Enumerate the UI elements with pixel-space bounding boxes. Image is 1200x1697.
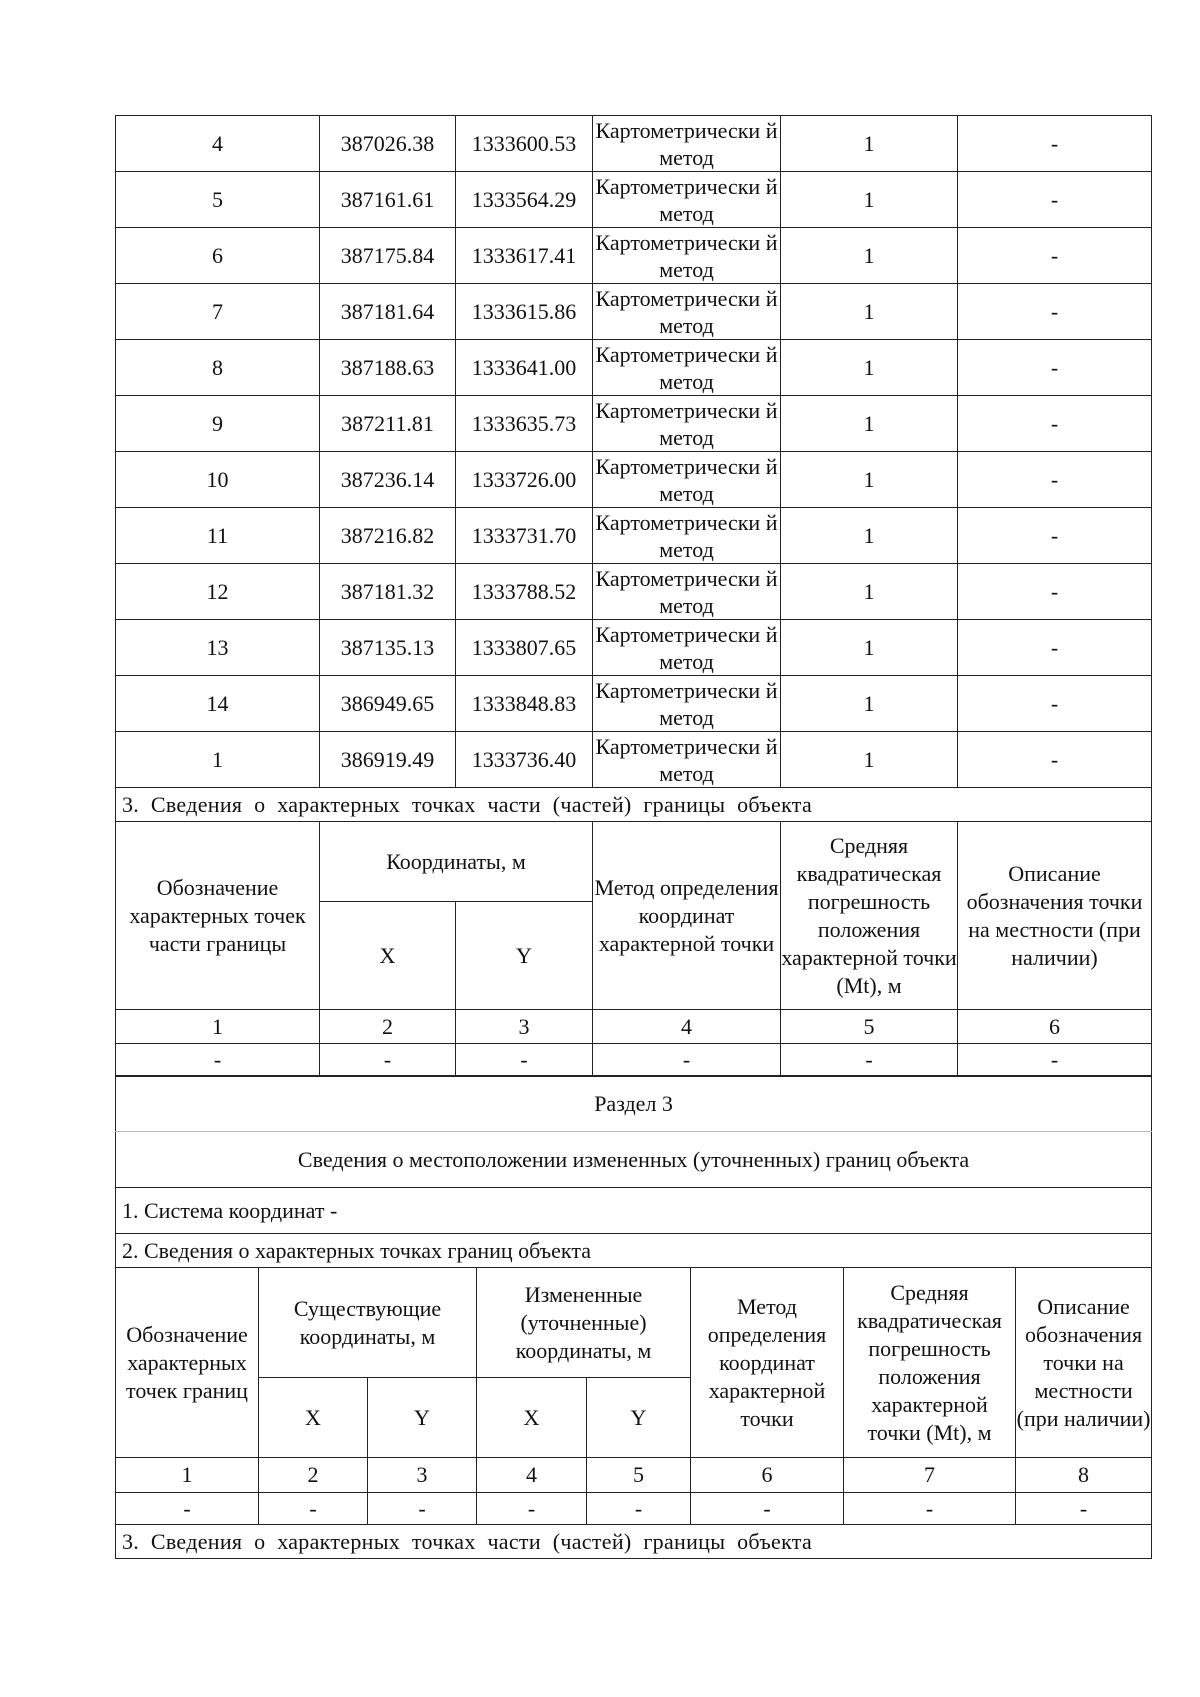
header-changed-y: Y	[587, 1378, 691, 1458]
point-cell: 10	[116, 452, 320, 508]
method-cell: Картометрически й метод	[593, 452, 781, 508]
method-cell: Картометрически й метод	[593, 564, 781, 620]
y-coord-cell: 1333564.29	[456, 172, 593, 228]
mt-cell: 1	[781, 172, 958, 228]
empty-cell: -	[477, 1493, 587, 1525]
x-coord-cell: 387236.14	[320, 452, 456, 508]
table-row	[116, 732, 1152, 788]
parts-heading: 3. Сведения о характерных точках части (частей) границы объекта	[116, 788, 1152, 822]
empty-cell: -	[116, 1493, 259, 1525]
desc-cell: -	[958, 116, 1152, 172]
x-coord-cell: 387175.84	[320, 228, 456, 284]
method-cell: Картометрически й метод	[593, 620, 781, 676]
column-numbers-row	[116, 1458, 1152, 1493]
point-cell: 6	[116, 228, 320, 284]
x-coord-cell: 387026.38	[320, 116, 456, 172]
x-coord-cell: 386949.65	[320, 676, 456, 732]
mt-cell: 1	[781, 116, 958, 172]
header-mt: Средняя квадратическая погрешность положения характерной точки (Mt), м	[781, 822, 958, 1010]
y-coord-cell: 1333615.86	[456, 284, 593, 340]
header-existing: Существующие координаты, м	[259, 1268, 477, 1378]
method-cell: Картометрически й метод	[593, 228, 781, 284]
empty-cell: -	[587, 1493, 691, 1525]
desc-cell: -	[958, 676, 1152, 732]
header-existing-y: Y	[368, 1378, 477, 1458]
coord-system: 1. Система координат -	[116, 1188, 1152, 1234]
empty-row	[116, 1493, 1152, 1525]
empty-cell: -	[320, 1044, 456, 1077]
x-coord-cell: 387216.82	[320, 508, 456, 564]
method-cell: Картометрически й метод	[593, 340, 781, 396]
mt-cell: 1	[781, 396, 958, 452]
table-row	[116, 620, 1152, 676]
column-numbers-row	[116, 1010, 1152, 1044]
desc-cell: -	[958, 228, 1152, 284]
col-number: 2	[259, 1458, 368, 1493]
y-coord-cell: 1333635.73	[456, 396, 593, 452]
point-cell: 9	[116, 396, 320, 452]
col-number: 1	[116, 1010, 320, 1044]
x-coord-cell: 387188.63	[320, 340, 456, 396]
empty-cell: -	[958, 1044, 1152, 1077]
header-existing-x: X	[259, 1378, 368, 1458]
desc-cell: -	[958, 284, 1152, 340]
x-coord-cell: 387135.13	[320, 620, 456, 676]
table-row	[116, 116, 1152, 172]
parts-heading-2: 3. Сведения о характерных точках части (частей) границы объекта	[116, 1525, 1152, 1559]
mt-cell: 1	[781, 284, 958, 340]
point-cell: 8	[116, 340, 320, 396]
desc-cell: -	[958, 396, 1152, 452]
x-coord-cell: 386919.49	[320, 732, 456, 788]
y-coord-cell: 1333641.00	[456, 340, 593, 396]
method-cell: Картометрически й метод	[593, 676, 781, 732]
col-number: 3	[456, 1010, 593, 1044]
col-number: 7	[844, 1458, 1016, 1493]
method-cell: Картометрически й метод	[593, 116, 781, 172]
point-cell: 11	[116, 508, 320, 564]
mt-cell: 1	[781, 452, 958, 508]
desc-cell: -	[958, 340, 1152, 396]
desc-cell: -	[958, 732, 1152, 788]
point-cell: 7	[116, 284, 320, 340]
mt-cell: 1	[781, 340, 958, 396]
method-cell: Картометрически й метод	[593, 508, 781, 564]
desc-cell: -	[958, 452, 1152, 508]
empty-cell: -	[781, 1044, 958, 1077]
method-cell: Картометрически й метод	[593, 732, 781, 788]
col-number: 4	[593, 1010, 781, 1044]
empty-cell: -	[116, 1044, 320, 1077]
header-method: Метод определения координат характерной точки	[691, 1268, 844, 1458]
empty-cell: -	[259, 1493, 368, 1525]
col-number: 5	[587, 1458, 691, 1493]
y-coord-cell: 1333731.70	[456, 508, 593, 564]
table-row	[116, 508, 1152, 564]
method-cell: Картометрически й метод	[593, 284, 781, 340]
y-coord-cell: 1333617.41	[456, 228, 593, 284]
mt-cell: 1	[781, 620, 958, 676]
header-changed: Измененные (уточненные) координаты, м	[477, 1268, 691, 1378]
col-number: 5	[781, 1010, 958, 1044]
header-desc: Описание обозначения точки на местности (при наличии)	[1016, 1268, 1152, 1458]
empty-cell: -	[593, 1044, 781, 1077]
method-cell: Картометрически й метод	[593, 396, 781, 452]
table-row	[116, 228, 1152, 284]
table-row	[116, 452, 1152, 508]
header-changed-x: X	[477, 1378, 587, 1458]
mt-cell: 1	[781, 228, 958, 284]
header-mt: Средняя квадратическая погрешность положения характерной точки (Mt), м	[844, 1268, 1016, 1458]
point-cell: 4	[116, 116, 320, 172]
points-heading: 2. Сведения о характерных точках границ объекта	[116, 1234, 1152, 1268]
empty-cell: -	[844, 1493, 1016, 1525]
point-cell: 5	[116, 172, 320, 228]
mt-cell: 1	[781, 732, 958, 788]
header-point: Обозначение характерных точек части границы	[116, 822, 320, 1010]
y-coord-cell: 1333807.65	[456, 620, 593, 676]
col-number: 1	[116, 1458, 259, 1493]
y-coord-cell: 1333736.40	[456, 732, 593, 788]
document-page	[115, 115, 1151, 1559]
table-row	[116, 396, 1152, 452]
desc-cell: -	[958, 172, 1152, 228]
header-point: Обозначение характерных точек границ	[116, 1268, 259, 1458]
empty-cell: -	[691, 1493, 844, 1525]
x-coord-cell: 387161.61	[320, 172, 456, 228]
point-cell: 14	[116, 676, 320, 732]
table-row	[116, 676, 1152, 732]
desc-cell: -	[958, 508, 1152, 564]
col-number: 6	[958, 1010, 1152, 1044]
empty-row	[116, 1044, 1152, 1077]
boundary-points-table	[115, 115, 1152, 1077]
x-coord-cell: 387181.32	[320, 564, 456, 620]
desc-cell: -	[958, 564, 1152, 620]
desc-cell: -	[958, 620, 1152, 676]
header-method: Метод определения координат характерной точки	[593, 822, 781, 1010]
header-desc: Описание обозначения точки на местности (при наличии)	[958, 822, 1152, 1010]
table-row	[116, 284, 1152, 340]
mt-cell: 1	[781, 676, 958, 732]
y-coord-cell: 1333600.53	[456, 116, 593, 172]
header-y: Y	[456, 902, 593, 1010]
col-number: 3	[368, 1458, 477, 1493]
table-row	[116, 172, 1152, 228]
col-number: 8	[1016, 1458, 1152, 1493]
mt-cell: 1	[781, 564, 958, 620]
y-coord-cell: 1333848.83	[456, 676, 593, 732]
col-number: 4	[477, 1458, 587, 1493]
method-cell: Картометрически й метод	[593, 172, 781, 228]
section-subtitle: Сведения о местоположении измененных (уточненных) границ объекта	[116, 1132, 1152, 1188]
table-row	[116, 564, 1152, 620]
header-x: X	[320, 902, 456, 1010]
point-cell: 12	[116, 564, 320, 620]
table-row	[116, 340, 1152, 396]
col-number: 6	[691, 1458, 844, 1493]
boundary-points-rows	[116, 116, 1152, 788]
section3-table	[115, 1075, 1152, 1559]
empty-cell: -	[1016, 1493, 1152, 1525]
empty-cell: -	[368, 1493, 477, 1525]
section-title: Раздел 3	[116, 1076, 1152, 1132]
x-coord-cell: 387211.81	[320, 396, 456, 452]
col-number: 2	[320, 1010, 456, 1044]
mt-cell: 1	[781, 508, 958, 564]
y-coord-cell: 1333726.00	[456, 452, 593, 508]
header-coords: Координаты, м	[320, 822, 593, 902]
empty-cell: -	[456, 1044, 593, 1077]
y-coord-cell: 1333788.52	[456, 564, 593, 620]
x-coord-cell: 387181.64	[320, 284, 456, 340]
point-cell: 1	[116, 732, 320, 788]
point-cell: 13	[116, 620, 320, 676]
